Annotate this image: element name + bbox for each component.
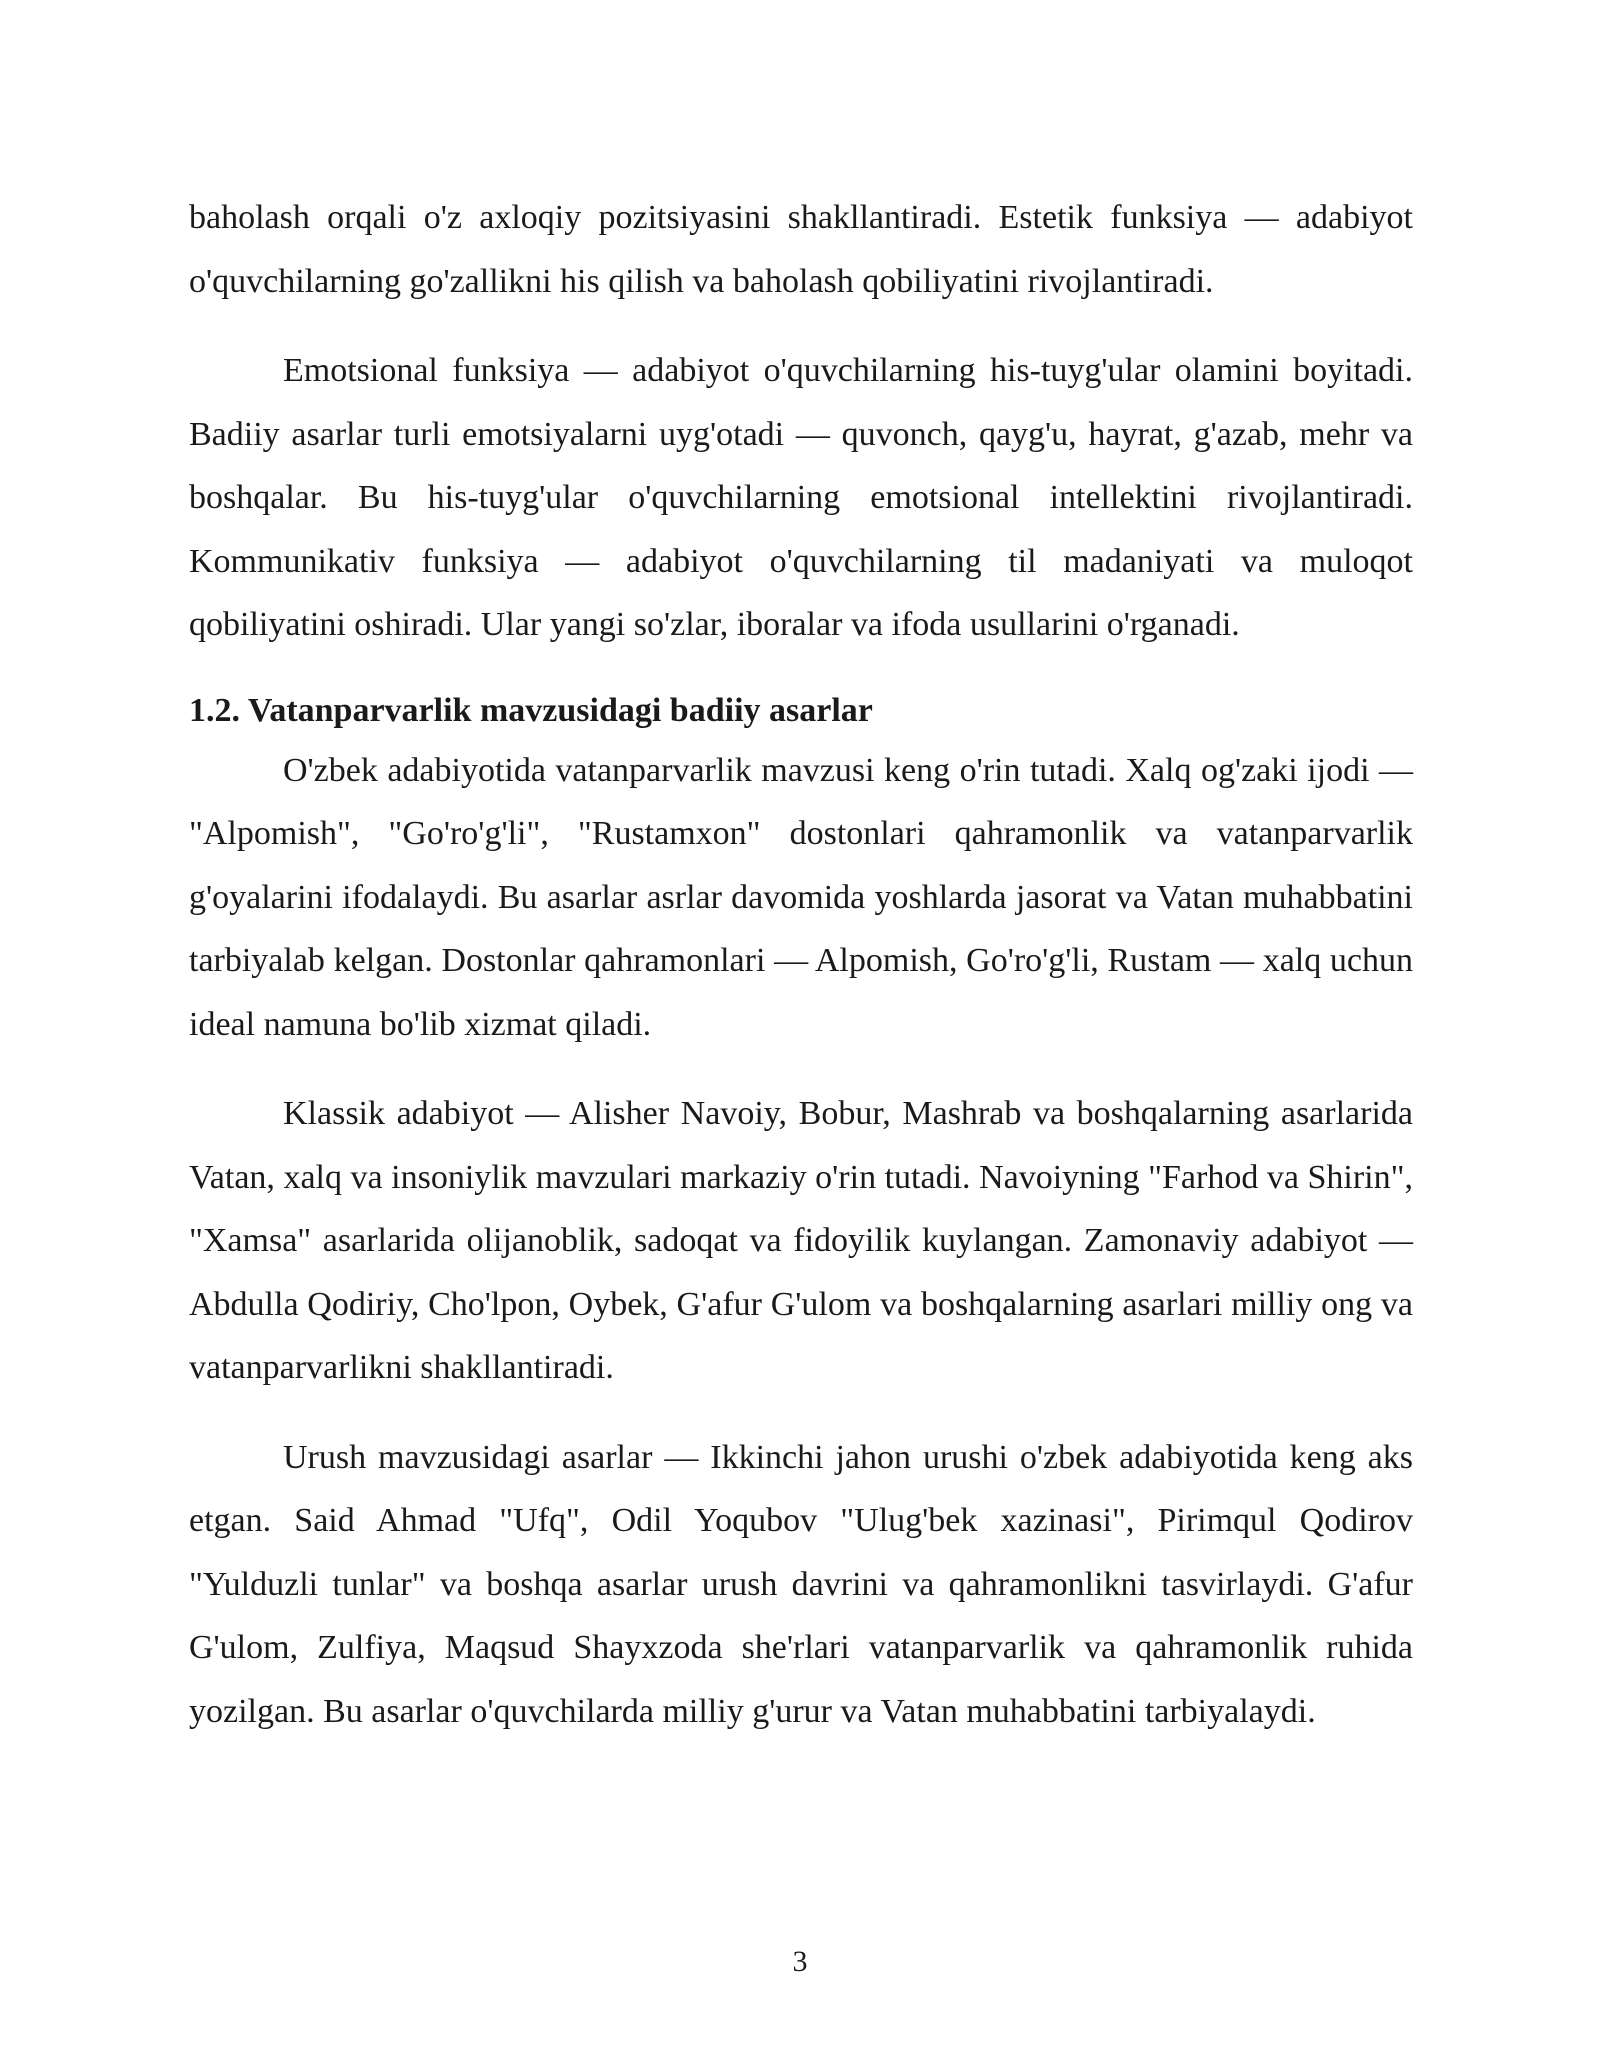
- paragraph-emotional-function: Emotsional funksiya — adabiyot o'quvchilarning his-tuyg'ular olamini boyitadi. Badiiy asarlar turli emotsiyalarni uyg'otadi — quvonch, qayg'u, hayrat, g'azab, mehr va boshqalar. Bu his-tuyg'ular o'quvchilarning emotsional intellektini rivojlantiradi. Kommunikativ funksiya — adabiyot o'quvchilarning til madaniyati va muloqot qobiliyatini oshiradi. Ular yangi so'zlar, iboralar va ifoda usullarini o'rganadi.: [189, 352, 1413, 643]
- paragraph-classical-literature: Klassik adabiyot — Alisher Navoiy, Bobur, Mashrab va boshqalarning asarlarida Vatan, xalq va insoniylik mavzulari markaziy o'rin tutadi. Navoiyning "Farhod va Shirin", "Xamsa" asarlarida olijanoblik, sadoqat va fidoyilik kuylangan. Zamonaviy adabiyot — Abdulla Qodiriy, Cho'lpon, Oybek, G'afur G'ulom va boshqalarning asarlari milliy ong va vatanparvarlikni shakllantiradi.: [189, 1095, 1413, 1386]
- paragraph-war-literature: Urush mavzusidagi asarlar — Ikkinchi jahon urushi o'zbek adabiyotida keng aks etgan. Said Ahmad "Ufq", Odil Yoqubov "Ulug'bek xazinasi", Pirimqul Qodirov "Yulduzli tunlar" va boshqa asarlar urush davrini va qahramonlikni tasvirlaydi. G'afur G'ulom, Zulfiya, Maqsud Shayxzoda she'rlari vatanparvarlik va qahramonlik ruhida yozilgan. Bu asarlar o'quvchilarda milliy g'urur va Vatan muhabbatini tarbiyalaydi.: [189, 1438, 1413, 1730]
- paragraph-continuation: baholash orqali o'z axloqiy pozitsiyasini shakllantiradi. Estetik funksiya — adabiyot o'quvchilarning go'zallikni his qilish va baholash qobiliyatini rivojlantiradi.: [189, 199, 1413, 300]
- paragraph-folk-epics: O'zbek adabiyotida vatanparvarlik mavzusi keng o'rin tutadi. Xalq og'zaki ijodi — "Alpomish", "Go'ro'g'li", "Rustamxon" dostonlari qahramonlik va vatanparvarlik g'oyalarini ifodalaydi. Bu asarlar asrlar davomida yoshlarda jasorat va Vatan muhabbatini tarbiyalab kelgan. Dostonlar qahramonlari — Alpomish, Go'ro'g'li, Rustam — xalq uchun ideal namuna bo'lib xizmat qiladi.: [189, 751, 1413, 1043]
- section-heading: 1.2. Vatanparvarlik mavzusidagi badiiy asarlar: [189, 691, 873, 729]
- page-number: 3: [792, 1945, 808, 1978]
- document-page: [189, 186, 1413, 1743]
